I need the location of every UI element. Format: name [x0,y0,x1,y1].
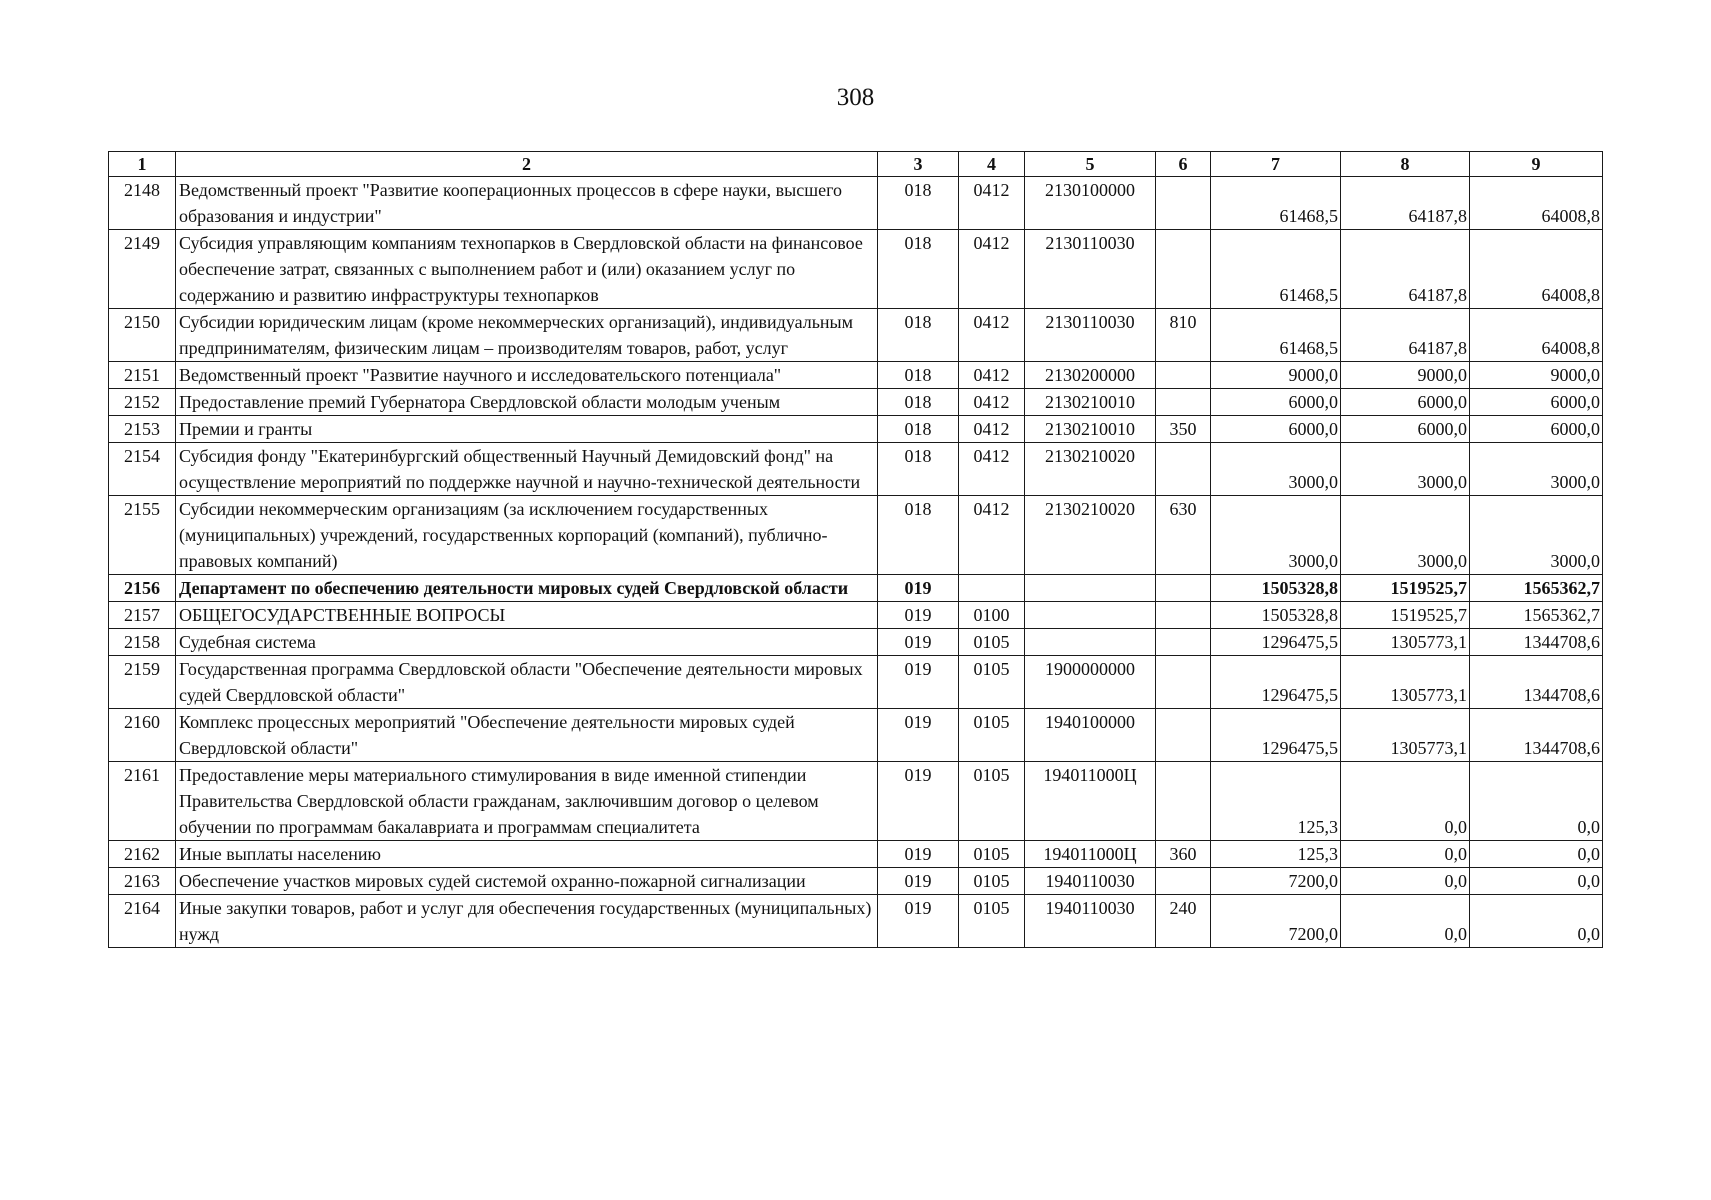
amount-col7-cell: 7200,0 [1211,868,1341,895]
column-header: 7 [1211,152,1341,177]
amount-col7-cell: 7200,0 [1211,895,1341,948]
target-article-cell [1025,575,1156,602]
amount-col8-cell: 64187,8 [1341,309,1470,362]
table-row [109,309,1603,362]
section-code-cell: 0412 [959,177,1025,230]
row-name-cell: ОБЩЕГОСУДАРСТВЕННЫЕ ВОПРОСЫ [176,602,878,629]
table-row [109,841,1603,868]
column-header: 3 [878,152,959,177]
amount-col7-cell: 1296475,5 [1211,709,1341,762]
section-code-cell: 0105 [959,656,1025,709]
expense-type-cell: 630 [1156,496,1211,575]
expense-type-cell: 360 [1156,841,1211,868]
amount-col8-cell: 64187,8 [1341,230,1470,309]
section-code-cell: 0105 [959,895,1025,948]
section-code-cell: 0412 [959,443,1025,496]
table-row [109,416,1603,443]
row-name-cell: Иные закупки товаров, работ и услуг для обеспечения государственных (муниципальных) нужд [176,895,878,948]
row-number-cell: 2154 [109,443,176,496]
table-row [109,709,1603,762]
department-code-cell: 019 [878,575,959,602]
row-number-cell: 2148 [109,177,176,230]
amount-col9-cell: 64008,8 [1470,309,1603,362]
department-code-cell: 018 [878,416,959,443]
amount-col8-cell: 1305773,1 [1341,709,1470,762]
expense-type-cell: 350 [1156,416,1211,443]
table-row [109,656,1603,709]
expense-type-cell [1156,575,1211,602]
target-article-cell [1025,629,1156,656]
row-name-cell: Предоставление меры материального стимулирования в виде именной стипендии Правительства Свердловской области гражданам, заключившим договор о целевом обучении по программам бакалавриата и программам специалитета [176,762,878,841]
section-code-cell: 0105 [959,762,1025,841]
department-code-cell: 019 [878,762,959,841]
row-number-cell: 2150 [109,309,176,362]
target-article-cell: 1940110030 [1025,895,1156,948]
amount-col9-cell: 6000,0 [1470,416,1603,443]
expense-type-cell [1156,868,1211,895]
table-row [109,389,1603,416]
amount-col8-cell: 1305773,1 [1341,629,1470,656]
target-article-cell: 194011000Ц [1025,762,1156,841]
amount-col8-cell: 3000,0 [1341,443,1470,496]
row-number-cell: 2153 [109,416,176,443]
amount-col8-cell: 1305773,1 [1341,656,1470,709]
amount-col8-cell: 6000,0 [1341,389,1470,416]
column-header: 8 [1341,152,1470,177]
amount-col8-cell: 0,0 [1341,895,1470,948]
amount-col7-cell: 3000,0 [1211,496,1341,575]
amount-col9-cell: 1344708,6 [1470,709,1603,762]
amount-col7-cell: 61468,5 [1211,309,1341,362]
table-row [109,895,1603,948]
amount-col7-cell: 61468,5 [1211,230,1341,309]
department-code-cell: 019 [878,629,959,656]
amount-col7-cell: 1296475,5 [1211,629,1341,656]
amount-col9-cell: 0,0 [1470,868,1603,895]
section-code-cell: 0412 [959,362,1025,389]
row-number-cell: 2157 [109,602,176,629]
amount-col7-cell: 1505328,8 [1211,602,1341,629]
amount-col9-cell: 1565362,7 [1470,575,1603,602]
amount-col7-cell: 61468,5 [1211,177,1341,230]
row-number-cell: 2162 [109,841,176,868]
amount-col8-cell: 3000,0 [1341,496,1470,575]
expense-type-cell [1156,656,1211,709]
amount-col8-cell: 1519525,7 [1341,602,1470,629]
page-number: 308 [836,84,875,111]
amount-col7-cell: 125,3 [1211,762,1341,841]
table-body [109,177,1603,948]
row-number-cell: 2163 [109,868,176,895]
row-number-cell: 2158 [109,629,176,656]
target-article-cell [1025,602,1156,629]
row-name-cell: Субсидии некоммерческим организациям (за исключением государственных (муниципальных) учреждений, государственных корпораций (компаний), публично-правовых компаний) [176,496,878,575]
column-header: 4 [959,152,1025,177]
row-name-cell: Субсидии юридическим лицам (кроме некоммерческих организаций), индивидуальным предпринимателям, физическим лицам – производителям товаров, работ, услуг [176,309,878,362]
amount-col8-cell: 9000,0 [1341,362,1470,389]
column-header: 9 [1470,152,1603,177]
target-article-cell: 2130200000 [1025,362,1156,389]
expense-type-cell [1156,629,1211,656]
expense-type-cell [1156,709,1211,762]
section-code-cell: 0412 [959,389,1025,416]
department-code-cell: 018 [878,177,959,230]
target-article-cell: 2130210010 [1025,416,1156,443]
row-name-cell: Ведомственный проект "Развитие научного и исследовательского потенциала" [176,362,878,389]
department-code-cell: 018 [878,309,959,362]
row-name-cell: Департамент по обеспечению деятельности мировых судей Свердловской области [176,575,878,602]
expense-type-cell [1156,230,1211,309]
target-article-cell: 2130210020 [1025,443,1156,496]
amount-col9-cell: 3000,0 [1470,443,1603,496]
row-name-cell: Премии и гранты [176,416,878,443]
amount-col7-cell: 9000,0 [1211,362,1341,389]
column-header: 5 [1025,152,1156,177]
section-code-cell [959,575,1025,602]
column-header: 6 [1156,152,1211,177]
amount-col9-cell: 1565362,7 [1470,602,1603,629]
department-code-cell: 019 [878,895,959,948]
table-row [109,602,1603,629]
table-row [109,362,1603,389]
department-code-cell: 018 [878,230,959,309]
amount-col7-cell: 125,3 [1211,841,1341,868]
section-code-cell: 0412 [959,309,1025,362]
expense-type-cell [1156,389,1211,416]
row-name-cell: Судебная система [176,629,878,656]
table-row [109,496,1603,575]
expense-type-cell [1156,602,1211,629]
row-number-cell: 2160 [109,709,176,762]
target-article-cell: 1940100000 [1025,709,1156,762]
row-name-cell: Субсидия фонду "Екатеринбургский общественный Научный Демидовский фонд" на осуществление мероприятий по поддержке научной и научно-технической деятельности [176,443,878,496]
amount-col8-cell: 64187,8 [1341,177,1470,230]
target-article-cell: 2130110030 [1025,230,1156,309]
row-name-cell: Иные выплаты населению [176,841,878,868]
amount-col9-cell: 1344708,6 [1470,656,1603,709]
row-number-cell: 2161 [109,762,176,841]
header-row [109,152,1603,177]
expense-type-cell [1156,443,1211,496]
row-name-cell: Комплекс процессных мероприятий "Обеспечение деятельности мировых судей Свердловской области" [176,709,878,762]
section-code-cell: 0100 [959,602,1025,629]
department-code-cell: 019 [878,709,959,762]
budget-table [108,151,1603,948]
amount-col9-cell: 6000,0 [1470,389,1603,416]
row-number-cell: 2164 [109,895,176,948]
amount-col8-cell: 0,0 [1341,762,1470,841]
row-name-cell: Обеспечение участков мировых судей системой охранно-пожарной сигнализации [176,868,878,895]
column-header: 2 [176,152,878,177]
row-name-cell: Субсидия управляющим компаниям технопарков в Свердловской области на финансовое обеспечение затрат, связанных с выполнением работ и (или) оказанием услуг по содержанию и развитию инфраструктуры технопарков [176,230,878,309]
column-header: 1 [109,152,176,177]
row-name-cell: Ведомственный проект "Развитие кооперационных процессов в сфере науки, высшего образования и индустрии" [176,177,878,230]
row-number-cell: 2149 [109,230,176,309]
amount-col9-cell: 3000,0 [1470,496,1603,575]
section-code-cell: 0412 [959,230,1025,309]
table-row [109,575,1603,602]
expense-type-cell [1156,362,1211,389]
amount-col9-cell: 64008,8 [1470,230,1603,309]
target-article-cell: 2130210010 [1025,389,1156,416]
amount-col7-cell: 1505328,8 [1211,575,1341,602]
section-code-cell: 0105 [959,868,1025,895]
department-code-cell: 018 [878,496,959,575]
amount-col9-cell: 0,0 [1470,762,1603,841]
department-code-cell: 018 [878,362,959,389]
row-name-cell: Предоставление премий Губернатора Свердловской области молодым ученым [176,389,878,416]
amount-col7-cell: 6000,0 [1211,389,1341,416]
amount-col8-cell: 0,0 [1341,841,1470,868]
amount-col9-cell: 0,0 [1470,895,1603,948]
table-row [109,629,1603,656]
target-article-cell: 194011000Ц [1025,841,1156,868]
table-row [109,762,1603,841]
department-code-cell: 018 [878,443,959,496]
amount-col7-cell: 3000,0 [1211,443,1341,496]
table-row [109,868,1603,895]
department-code-cell: 019 [878,868,959,895]
row-name-cell: Государственная программа Свердловской области "Обеспечение деятельности мировых судей Свердловской области" [176,656,878,709]
amount-col8-cell: 0,0 [1341,868,1470,895]
expense-type-cell: 240 [1156,895,1211,948]
expense-type-cell [1156,177,1211,230]
amount-col9-cell: 9000,0 [1470,362,1603,389]
section-code-cell: 0105 [959,841,1025,868]
table-row [109,177,1603,230]
table-row [109,230,1603,309]
department-code-cell: 019 [878,602,959,629]
expense-type-cell [1156,762,1211,841]
target-article-cell: 2130100000 [1025,177,1156,230]
target-article-cell: 1940110030 [1025,868,1156,895]
row-number-cell: 2152 [109,389,176,416]
row-number-cell: 2159 [109,656,176,709]
target-article-cell: 2130210020 [1025,496,1156,575]
amount-col7-cell: 6000,0 [1211,416,1341,443]
target-article-cell: 1900000000 [1025,656,1156,709]
department-code-cell: 018 [878,389,959,416]
amount-col8-cell: 6000,0 [1341,416,1470,443]
amount-col9-cell: 1344708,6 [1470,629,1603,656]
amount-col8-cell: 1519525,7 [1341,575,1470,602]
row-number-cell: 2151 [109,362,176,389]
table-row [109,443,1603,496]
amount-col7-cell: 1296475,5 [1211,656,1341,709]
section-code-cell: 0105 [959,629,1025,656]
row-number-cell: 2156 [109,575,176,602]
amount-col9-cell: 64008,8 [1470,177,1603,230]
amount-col9-cell: 0,0 [1470,841,1603,868]
expense-type-cell: 810 [1156,309,1211,362]
row-number-cell: 2155 [109,496,176,575]
department-code-cell: 019 [878,841,959,868]
department-code-cell: 019 [878,656,959,709]
section-code-cell: 0412 [959,496,1025,575]
section-code-cell: 0412 [959,416,1025,443]
section-code-cell: 0105 [959,709,1025,762]
target-article-cell: 2130110030 [1025,309,1156,362]
